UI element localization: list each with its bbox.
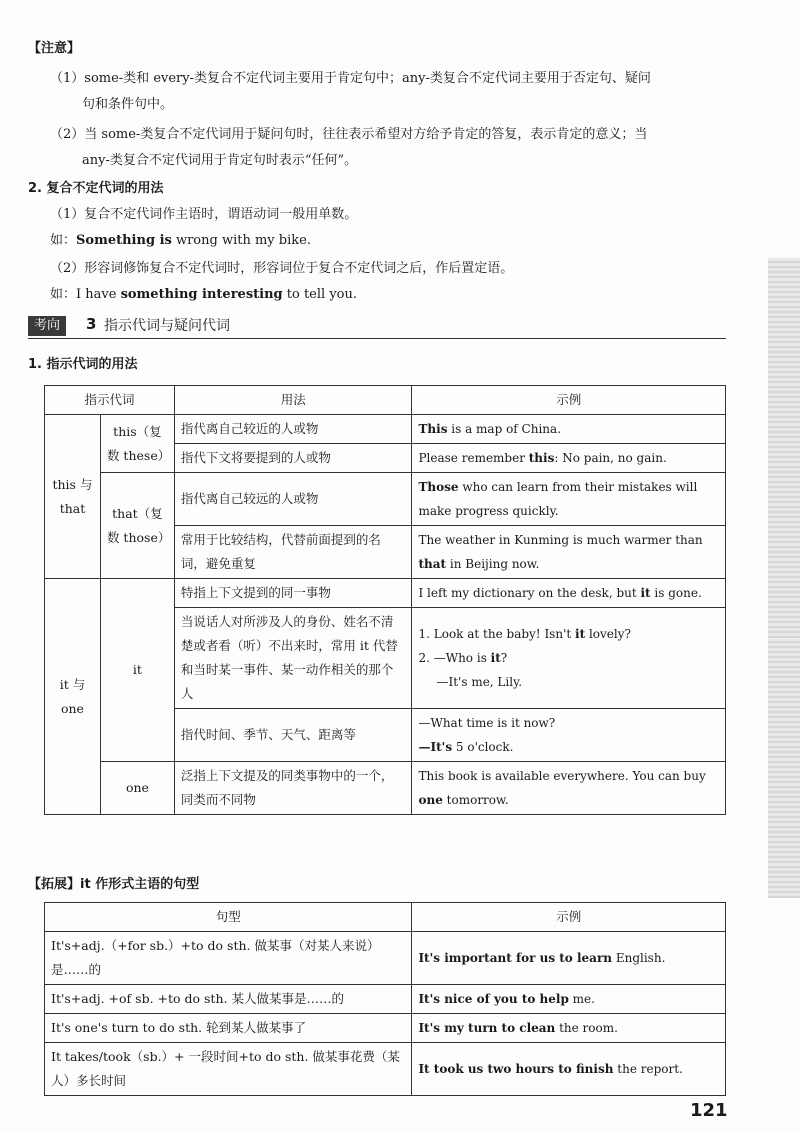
page-number: 121 <box>690 1100 728 1121</box>
example-cell <box>412 473 726 526</box>
example-cell <box>412 762 726 815</box>
example-rest: wrong with my bike. <box>171 233 311 248</box>
example-line <box>418 735 719 759</box>
example-prefix: 如：I have <box>50 287 121 302</box>
table-row <box>45 932 726 985</box>
example-bold: it <box>490 651 501 665</box>
pattern-cell: It's+adj. +of sb. +to do sth. 某人做某事是……的 <box>45 985 412 1014</box>
table-row <box>45 1043 726 1096</box>
extension-heading: 【拓展】it 作形式主语的句型 <box>28 877 200 892</box>
section-tag: 考向 <box>28 316 66 336</box>
example-text: English. <box>612 951 666 965</box>
example-bold: It's important for us to learn <box>418 951 613 965</box>
usage-cell: 指代离自己较远的人或物 <box>174 473 412 526</box>
group-cell-this-that: this 与 that <box>45 415 101 579</box>
example-text: lovely? <box>585 627 631 641</box>
example-text: is gone. <box>650 586 702 600</box>
example-text: in Beijing now. <box>446 557 540 571</box>
example-cell <box>412 415 726 444</box>
example-line <box>418 622 719 646</box>
usage-cell: 当说话人对所涉及人的身份、姓名不清楚或者看（听）不出来时，常用 it 代替和当时某一事件、某一动作相关的那个人 <box>174 608 412 709</box>
example-line <box>418 646 719 670</box>
example-cell <box>412 444 726 473</box>
example-bold: It's my turn to clean <box>418 1021 556 1035</box>
example-text: : No pain, no gain. <box>554 451 667 465</box>
example-cell <box>412 985 726 1014</box>
extension-table <box>44 902 726 1096</box>
example-bold: it <box>575 627 586 641</box>
example-text: the room. <box>555 1021 618 1035</box>
usage-cell: 指代下文将要提到的人或物 <box>174 444 412 473</box>
notice-p2-line1: （2）当 some-类复合不定代词用于疑问句时，往往表示希望对方给予肯定的答复，表示肯定的意义；当 <box>50 127 648 142</box>
page-edge-shadow <box>768 258 800 898</box>
subgroup-cell-that: that（复数 those） <box>100 473 174 579</box>
usage-cell: 泛指上下文提及的同类事物中的一个，同类而不同物 <box>174 762 412 815</box>
example-bold: Something is <box>76 233 172 248</box>
usage-cell: 常用于比较结构，代替前面提到的名词，避免重复 <box>174 526 412 579</box>
example-text: 2. —Who is <box>418 651 491 665</box>
pattern-cell: It's one's turn to do sth. 轮到某人做某事了 <box>45 1014 412 1043</box>
pattern-cell: It takes/took（sb.）+ 一段时间+to do sth. 做某事花费（某人）多长时间 <box>45 1043 412 1096</box>
section-number: 3 <box>86 315 97 333</box>
example-bold: This <box>418 422 448 436</box>
notice-p1-line1: （1）some-类和 every-类复合不定代词主要用于肯定句中；any-类复合不定代词主要用于否定句、疑问 <box>50 71 651 86</box>
table-row <box>45 415 726 444</box>
example-text: 5 o'clock. <box>452 740 514 754</box>
example-cell <box>412 526 726 579</box>
notice-p2-line2: any-类复合不定代词用于肯定句时表示“任何”。 <box>82 153 358 168</box>
pattern-cell: It's+adj.（+for sb.）+to do sth. 做某事（对某人来说）是……的 <box>45 932 412 985</box>
example-text: This book is available everywhere. You can buy <box>418 769 706 783</box>
example-bold: one <box>418 793 443 807</box>
table-row <box>45 579 726 608</box>
example-cell <box>412 579 726 608</box>
example-bold: that <box>418 557 447 571</box>
example-bold: it <box>640 586 651 600</box>
example-text: who can learn from their mistakes will make progress quickly. <box>418 480 698 518</box>
header-cell: 用法 <box>174 386 412 415</box>
table-header-row <box>45 903 726 932</box>
header-cell: 句型 <box>45 903 412 932</box>
subgroup-cell-it: it <box>100 579 174 762</box>
usage-example2 <box>50 282 357 308</box>
usage-rule1: （1）复合不定代词作主语时，谓语动词一般用单数。 <box>50 207 358 222</box>
example-cell <box>412 608 726 709</box>
example-cell <box>412 1014 726 1043</box>
example-bold: something interesting <box>120 287 283 302</box>
example-text: Please remember <box>418 451 529 465</box>
example-text: I left my dictionary on the desk, but <box>418 586 641 600</box>
example-bold: —It's <box>418 740 453 754</box>
usage-cell: 特指上下文提到的同一事物 <box>174 579 412 608</box>
example-bold: It took us two hours to finish <box>418 1062 614 1076</box>
table-row <box>45 985 726 1014</box>
table-row <box>45 473 726 526</box>
subgroup-cell-one: one <box>100 762 174 815</box>
table-row <box>45 762 726 815</box>
demonstrative-table <box>44 385 726 815</box>
example-text: tomorrow. <box>442 793 509 807</box>
section-title: 指示代词与疑问代词 <box>104 318 230 334</box>
usage-cell: 指代时间、季节、天气、距离等 <box>174 709 412 762</box>
demo-heading: 1. 指示代词的用法 <box>28 357 138 372</box>
subgroup-cell-this: this（复数 these） <box>100 415 174 473</box>
example-text: the report. <box>613 1062 683 1076</box>
header-cell: 指示代词 <box>45 386 175 415</box>
example-rest: to tell you. <box>282 287 357 302</box>
example-text: 1. Look at the baby! Isn't <box>418 627 576 641</box>
example-text: The weather in Kunming is much warmer than <box>418 533 703 547</box>
usage-cell: 指代离自己较近的人或物 <box>174 415 412 444</box>
usage-rule2: （2）形容词修饰复合不定代词时，形容词位于复合不定代词之后，作后置定语。 <box>50 261 514 276</box>
example-text: ? <box>500 651 508 665</box>
usage-example1 <box>50 228 311 254</box>
example-bold: It's nice of you to help <box>418 992 569 1006</box>
table-header-row <box>45 386 726 415</box>
notice-p1-line2: 句和条件句中。 <box>82 97 174 112</box>
usage-heading: 2. 复合不定代词的用法 <box>28 181 164 196</box>
header-cell: 示例 <box>412 903 726 932</box>
example-text: is a map of China. <box>447 422 562 436</box>
notice-heading: 【注意】 <box>28 41 81 56</box>
example-line: —It's me, Lily. <box>436 675 523 689</box>
header-cell: 示例 <box>412 386 726 415</box>
example-cell <box>412 1043 726 1096</box>
example-text: me. <box>568 992 595 1006</box>
example-prefix: 如： <box>50 233 77 248</box>
group-cell-it-one: it 与 one <box>45 579 101 815</box>
example-bold: Those <box>418 480 459 494</box>
table-row <box>45 1014 726 1043</box>
example-bold: this <box>528 451 555 465</box>
section-header <box>28 316 726 339</box>
example-cell <box>412 709 726 762</box>
example-cell <box>412 932 726 985</box>
example-line: —What time is it now? <box>418 716 556 730</box>
